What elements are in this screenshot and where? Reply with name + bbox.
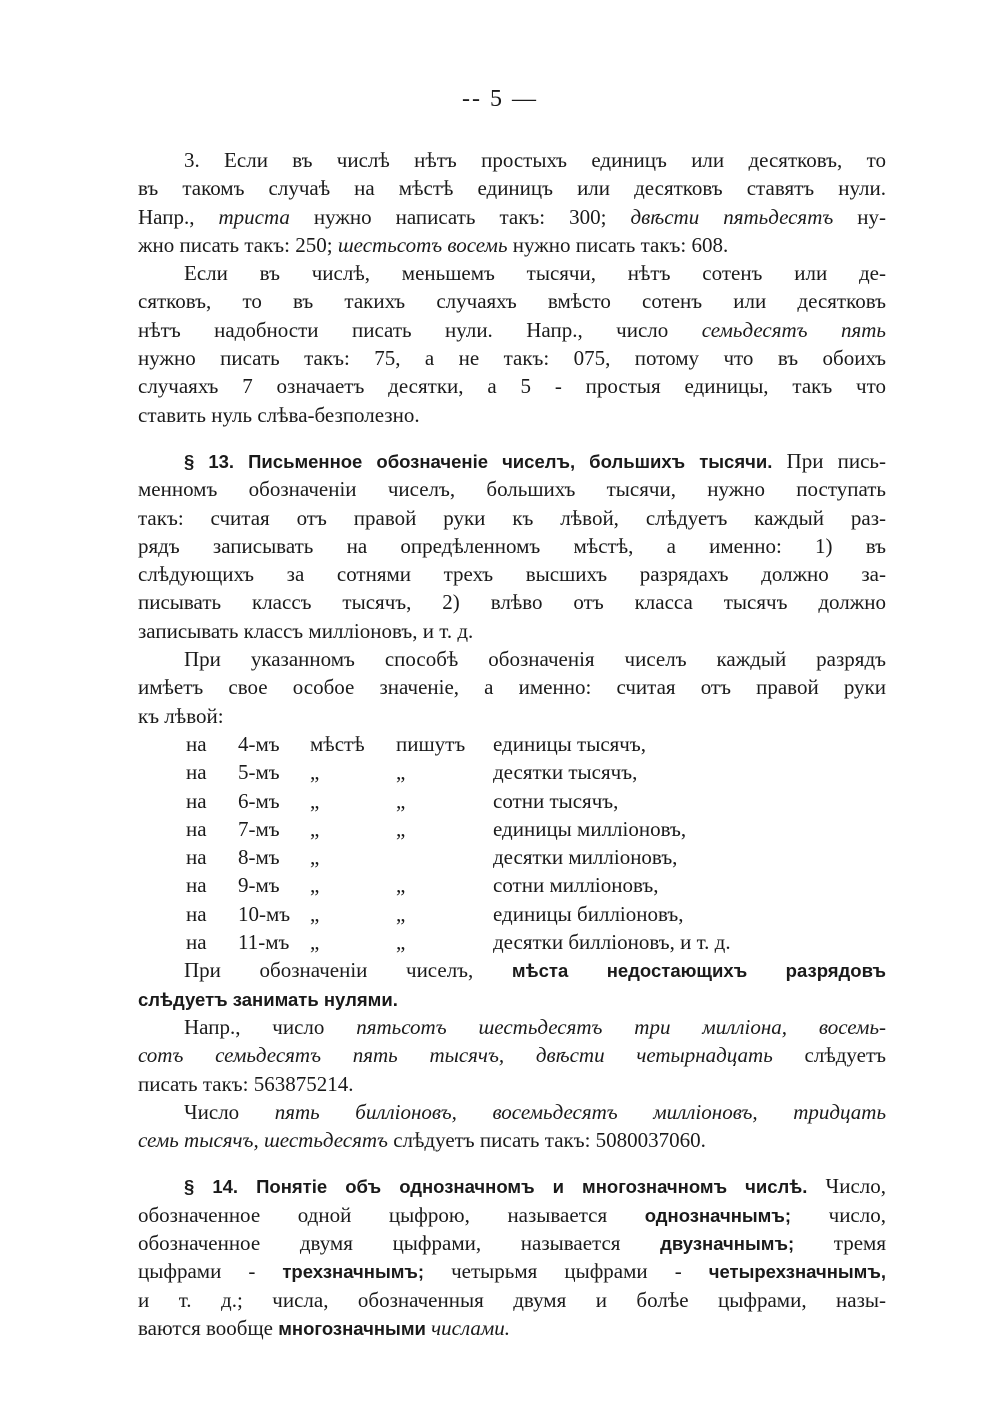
text-line [138, 447, 886, 475]
table-cell: 4-мъ [238, 731, 280, 756]
table-cell: на [186, 930, 207, 955]
text: въ такомъ случаѣ на мѣстѣ единицъ или десятковъ ставятъ нули. [138, 176, 886, 201]
text-line [138, 1201, 886, 1229]
table-row [138, 928, 886, 956]
table-cell: „ [396, 816, 406, 841]
text-line [138, 1172, 886, 1200]
text-line [138, 673, 886, 701]
text: случаяхъ 7 означаетъ десятки, а 5 - простыя единицы, такъ что [138, 374, 886, 399]
text-line [138, 1257, 886, 1285]
text-line [138, 588, 886, 616]
italic-text: шестьсотъ восемь [337, 232, 508, 257]
text: нужно писать такъ: 75, а не такъ: 075, потому что въ обоихъ [138, 346, 886, 371]
text-line [138, 401, 886, 429]
table-cell: мѣстѣ [310, 731, 365, 756]
text-line [138, 1286, 886, 1314]
table-cell: 8-мъ [238, 845, 280, 870]
table-cell: „ [310, 845, 320, 870]
paragraph [138, 1013, 886, 1098]
table-cell: 5-мъ [238, 760, 280, 785]
table-cell: 10-мъ [238, 901, 291, 926]
table-cell: на [186, 788, 207, 813]
italic-text: триста [218, 204, 290, 229]
italic-text: пятьсотъ шестьдесятъ три милліона, восемь- [356, 1014, 886, 1039]
text: писать такъ: 563875214. [138, 1071, 354, 1096]
table-cell: единицы милліоновъ, [493, 816, 687, 841]
table-cell: сотни тысячъ, [493, 788, 619, 813]
text-line [138, 1041, 886, 1069]
text-line [138, 985, 886, 1013]
table-cell: 6-мъ [238, 788, 280, 813]
table-row [138, 758, 886, 786]
text: рядъ записывать на опредѣленномъ мѣстѣ, а именно: 1) въ [138, 533, 886, 558]
table-cell: на [186, 845, 207, 870]
text: ну- [833, 204, 886, 229]
text-line [138, 344, 886, 372]
text: нужно написать такъ: 300; [289, 204, 631, 229]
text-line [138, 316, 886, 344]
text: жно писать такъ: 250; [138, 232, 338, 257]
text: сятковъ, то въ такихъ случаяхъ вмѣсто сотенъ или десятковъ [138, 289, 886, 314]
bold-text: однозначнымъ; [644, 1204, 792, 1226]
table-cell: „ [396, 901, 406, 926]
text: такъ: считая отъ правой руки къ лѣвой, слѣдуетъ каждый раз- [138, 505, 886, 530]
table-row [138, 843, 886, 871]
text-line [138, 504, 886, 532]
table-row [138, 871, 886, 899]
text: четырьмя цыфрами - [424, 1259, 709, 1284]
text: слѣдуетъ писать такъ: 5080037060. [387, 1128, 706, 1153]
text-line [138, 231, 886, 259]
table-cell: десятки тысячъ, [493, 760, 638, 785]
text-line [138, 1126, 886, 1154]
bold-text: трехзначнымъ; [282, 1261, 425, 1283]
text: цыфрами - [138, 1259, 283, 1284]
text-line [138, 532, 886, 560]
text-line [138, 475, 886, 503]
text: имѣетъ свое особое значеніе, а именно: считая отъ правой руки [138, 675, 886, 700]
text: менномъ обозначеніи чиселъ, большихъ тысячи, нужно поступать [138, 477, 886, 502]
text: записывать классъ милліоновъ, и т. д. [138, 618, 474, 643]
table-row [138, 787, 886, 815]
text: слѣдующихъ за сотнями трехъ высшихъ разрядахъ должно за- [138, 562, 886, 587]
table-cell: „ [310, 788, 320, 813]
text-line [138, 203, 886, 231]
table-cell: „ [396, 788, 406, 813]
text-line [138, 146, 886, 174]
table-cell: на [186, 760, 207, 785]
table-row [138, 815, 886, 843]
text: обозначенное одной цыфрою, называется [138, 1202, 645, 1227]
table-cell: „ [396, 930, 406, 955]
table-cell: 11-мъ [238, 930, 290, 955]
text: слѣдуетъ [772, 1043, 886, 1068]
text-line [138, 1013, 886, 1041]
table-cell: пишутъ [396, 731, 466, 756]
text-line [138, 1229, 886, 1257]
paragraph [138, 1098, 886, 1155]
italic-text: числами. [425, 1315, 511, 1340]
bold-text: четырехзначнымъ, [708, 1261, 886, 1283]
text-line [138, 372, 886, 400]
text: При обозначеніи чиселъ, [184, 958, 512, 983]
italic-text: двѣсти пятьдесятъ [630, 204, 834, 229]
text: ставить нуль слѣва-безполезно. [138, 402, 420, 427]
text-line [138, 560, 886, 588]
text-line [138, 259, 886, 287]
text: писывать классъ тысячъ, 2) влѣво отъ класса тысячъ должно [138, 590, 886, 615]
text-line [138, 174, 886, 202]
table-cell: 7-мъ [238, 816, 280, 841]
digit-place-table [138, 730, 886, 956]
table-cell: „ [396, 873, 406, 898]
text-line [138, 617, 886, 645]
table-cell: единицы тысячъ, [493, 731, 646, 756]
text: Число, [807, 1174, 886, 1199]
table-cell: на [186, 731, 207, 756]
text: 3. Если въ числѣ нѣтъ простыхъ единицъ или десятковъ, то [184, 148, 886, 172]
table-cell: „ [310, 873, 320, 898]
text: При пись- [772, 448, 886, 473]
table-cell: 9-мъ [238, 873, 280, 898]
text: Напр., [138, 204, 219, 229]
text-line [138, 287, 886, 315]
table-cell: сотни милліоновъ, [493, 873, 659, 898]
table-cell: на [186, 873, 207, 898]
paragraph [138, 146, 886, 259]
paragraph [138, 956, 886, 1013]
table-cell: „ [310, 760, 320, 785]
text: число, [791, 1202, 886, 1227]
table-cell: на [186, 816, 207, 841]
text-line [138, 1314, 886, 1342]
table-cell: „ [310, 930, 320, 955]
text-line [138, 645, 886, 673]
text: и т. д.; числа, обозначенныя двумя и болѣе цыфрами, назы- [138, 1287, 886, 1312]
italic-text: пять билліоновъ, восемьдесятъ милліоновъ, тридцать [274, 1099, 886, 1124]
text: нѣтъ надобности писать нули. Напр., число [138, 317, 702, 342]
text: Напр., число [184, 1014, 357, 1039]
table-cell: десятки билліоновъ, и т. д. [493, 930, 731, 955]
text: тремя [794, 1230, 886, 1255]
page-number: -- 5 — [462, 86, 538, 112]
table-cell: десятки милліоновъ, [493, 845, 678, 870]
paragraph [138, 1172, 886, 1342]
text: обозначенное двумя цыфрами, называется [138, 1230, 661, 1255]
table-cell: единицы билліоновъ, [493, 901, 684, 926]
text: ваются вообще [138, 1315, 279, 1340]
table-cell: „ [396, 760, 406, 785]
text: При указанномъ способѣ обозначенія чиселъ каждый разрядъ [184, 647, 886, 672]
text: Если въ числѣ, меньшемъ тысячи, нѣтъ сотенъ или де- [184, 261, 886, 286]
text-line [138, 702, 886, 730]
text-line [138, 956, 886, 984]
italic-text: сотъ семьдесятъ пять тысячъ, двѣсти четырнадцать [138, 1043, 773, 1068]
italic-text: семь тысячъ, шестьдесятъ [138, 1128, 388, 1153]
text: нужно писать такъ: 608. [507, 232, 729, 257]
paragraph [138, 645, 886, 730]
bold-text: мѣста недостающихъ разрядовъ [511, 960, 886, 982]
text-line [138, 1098, 886, 1126]
bold-text: § 14. Понятіе объ однозначномъ и многозначномъ числѣ. [184, 1176, 808, 1198]
bold-text: слѣдуетъ занимать нулями. [138, 988, 398, 1010]
text: къ лѣвой: [138, 703, 224, 728]
table-row [138, 730, 886, 758]
text: Число [184, 1099, 275, 1124]
page-body [138, 146, 886, 1342]
bold-text: многозначными [278, 1317, 426, 1339]
bold-text: § 13. Письменное обозначеніе чиселъ, большихъ тысячи. [184, 450, 773, 472]
bold-text: двузначнымъ; [660, 1232, 795, 1254]
table-cell: на [186, 901, 207, 926]
table-cell: „ [310, 816, 320, 841]
paragraph [138, 447, 886, 645]
paragraph [138, 259, 886, 429]
text-line [138, 1070, 886, 1098]
table-cell: „ [310, 901, 320, 926]
italic-text: семьдесятъ пять [701, 317, 886, 342]
table-row [138, 900, 886, 928]
